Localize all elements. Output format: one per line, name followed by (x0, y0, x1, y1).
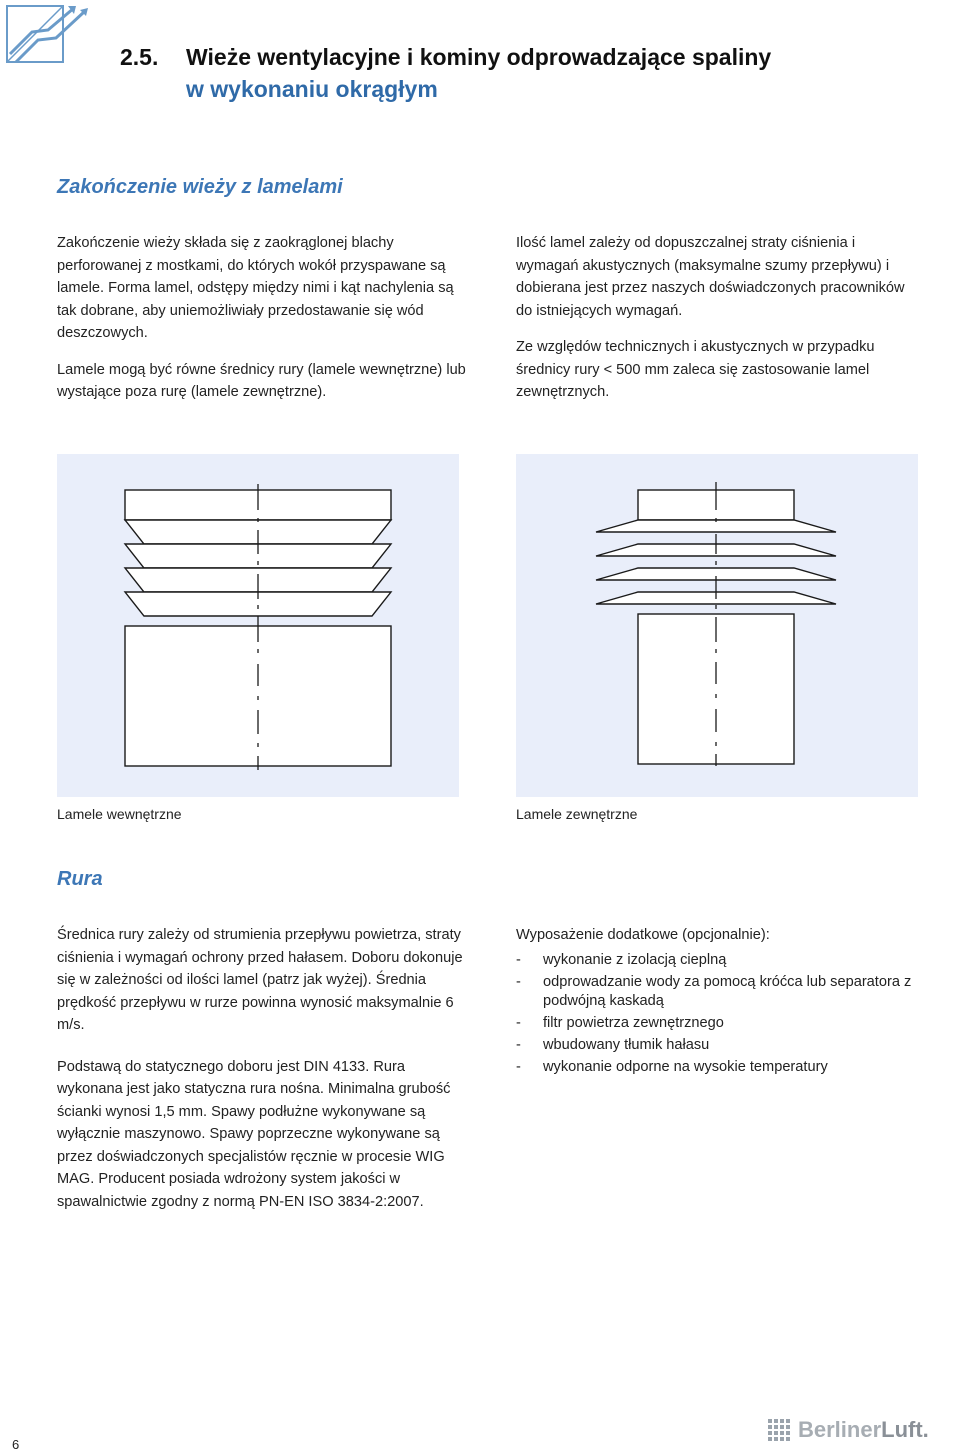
list-item: - wykonanie z izolacją cieplną (516, 951, 727, 968)
list-item: - filtr powietrza zewnętrznego (516, 1015, 724, 1031)
section-number: 2.5. (120, 44, 159, 70)
section1-right-paragraph-2: Ze względów technicznych i akustycznych w przypadku średnicy rury < 500 mm zaleca się zastosowanie lamel zewnętrznych. (516, 339, 875, 400)
section-title-lamele: Zakończenie wieży z lamelami (57, 176, 343, 198)
accessories-heading: Wyposażenie dodatkowe (opcjonalnie): (516, 927, 770, 943)
caption-external-lamellae: Lamele zewnętrzne (516, 806, 638, 822)
accessories-list (516, 951, 916, 1078)
corner-logo-icon (4, 2, 96, 66)
section1-right-column (516, 232, 906, 404)
page-number: 6 (12, 1437, 20, 1452)
section2-left-paragraph-1: Średnica rury zależy od strumienia przepływu powietrza, straty ciśnienia i wymagań ochrony przed hałasem. Doboru dokonuje się w zależności od ilości lamel (patrz jak wyżej). Średnia prędkość przepływu w rurze powinna wynosić maksymalnie 6 m/s. (57, 927, 463, 1033)
page-title: Wieże wentylacyjne i kominy odprowadzające spaliny (186, 44, 772, 70)
section-title-rura: Rura (57, 868, 103, 890)
section2-left-column (57, 924, 467, 1213)
internal-lamellae-drawing (57, 454, 459, 797)
list-item: - wbudowany tłumik hałasu (516, 1037, 710, 1053)
section2-left-paragraph-2: Podstawą do statycznego doboru jest DIN 4133. Rura wykonana jest jako statyczna rura nośna. Minimalna grubość ścianki wynosi 1,5 mm. Spawy podłużne wykonywane są wyłącznie maszynowo. Spawy poprzeczne wykonywane są przez doświadczonych specjalistów ręcznie w procesie WIG MAG. Producent posiada wdrożony system jakości w spawalnictwie zgodny z normą PN-EN ISO 3834-2:2007. (57, 1058, 451, 1210)
list-item: - wykonanie odporne na wysokie temperatury (516, 1059, 828, 1075)
section1-left-paragraph-1: Zakończenie wieży składa się z zaokrąglonej blachy perforowanej z mostkami, do których wokół przyspawane są lamele. Forma lamel, odstępy między nimi i kąt nachylenia są tak dobrane, aby uniemożliwiały przedostawanie się wód deszczowych. (57, 235, 454, 341)
caption-internal-lamellae: Lamele wewnętrzne (57, 806, 182, 822)
section2-right-column (516, 924, 916, 1080)
section1-left-column (57, 232, 467, 404)
section1-left-paragraph-2: Lamele mogą być równe średnicy rury (lamele wewnętrzne) lub wystające poza rurę (lamele zewnętrzne). (57, 361, 466, 400)
logo-text: BerlinerLuft. (798, 1417, 929, 1442)
list-item: - odprowadzanie wody za pomocą króćca lub separatora z podwójną kaskadą (516, 973, 912, 1009)
section1-right-paragraph-1: Ilość lamel zależy od dopuszczalnej straty ciśnienia i wymagań akustycznych (maksymalne szumy przepływu) i dobierana jest przez naszych doświadczonych pracowników do istniejących wymagań. (516, 235, 905, 319)
figure-internal-lamellae (57, 454, 459, 797)
berlinerluft-logo (768, 1418, 929, 1442)
figure-external-lamellae (516, 454, 918, 797)
logo-grid-icon (768, 1419, 790, 1441)
page-subtitle: w wykonaniu okrągłym (186, 76, 438, 102)
external-lamellae-drawing (516, 454, 918, 797)
